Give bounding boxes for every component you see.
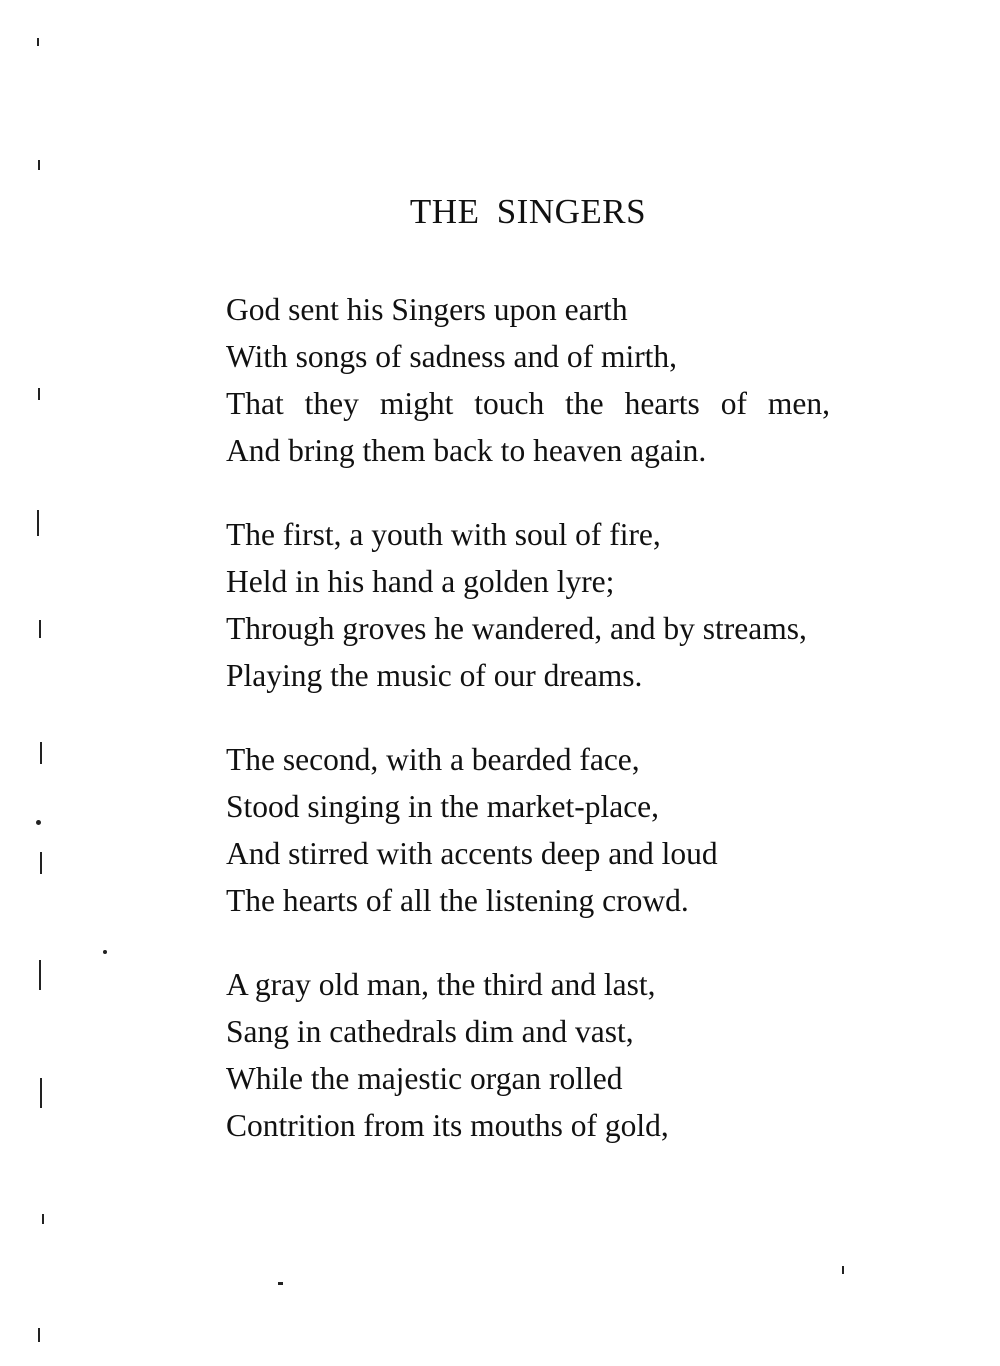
poem-line: The first, a youth with soul of fire, — [226, 517, 661, 552]
poem-line: Playing the music of our dreams. — [226, 658, 643, 693]
poem-line: God sent his Singers upon earth — [226, 292, 628, 327]
scan-mark — [37, 510, 39, 536]
poem-line: Through groves he wandered, and by streams, — [226, 611, 807, 646]
poem-line: Held in his hand a golden lyre; — [226, 564, 615, 599]
poem-line: While the majestic organ rolled — [226, 1061, 623, 1096]
scan-mark — [103, 950, 107, 954]
poem-line: And stirred with accents deep and loud — [226, 836, 718, 871]
poem-line: That they might touch the hearts of men, — [226, 386, 830, 421]
scan-mark — [40, 852, 42, 874]
scan-mark — [38, 388, 40, 400]
scan-mark — [36, 820, 41, 825]
scan-mark — [40, 742, 42, 764]
stanza-3 — [226, 736, 866, 924]
scan-mark — [42, 1214, 44, 1224]
poem-title: THE SINGERS — [409, 192, 647, 231]
poem-line: With songs of sadness and of mirth, — [226, 339, 678, 374]
poem-line: The hearts of all the listening crowd. — [226, 883, 689, 918]
poem-line: A gray old man, the third and last, — [226, 967, 656, 1002]
scan-mark — [40, 1078, 42, 1108]
scan-mark — [39, 960, 41, 990]
poem-body — [226, 286, 866, 1186]
poem-line: The second, with a bearded face, — [226, 742, 640, 777]
scan-mark — [38, 160, 40, 170]
stanza-1 — [226, 286, 866, 474]
stanza-2 — [226, 511, 866, 699]
poem-line: And bring them back to heaven again. — [226, 433, 707, 468]
stanza-4 — [226, 961, 866, 1149]
scan-mark — [39, 620, 41, 638]
poem-line: Contrition from its mouths of gold, — [226, 1108, 669, 1143]
poem-line: Stood singing in the market-place, — [226, 789, 660, 824]
scan-mark — [37, 38, 39, 46]
scan-mark — [842, 1266, 844, 1274]
scan-mark — [278, 1282, 283, 1285]
poem-line: Sang in cathedrals dim and vast, — [226, 1014, 634, 1049]
scan-mark — [38, 1328, 40, 1342]
